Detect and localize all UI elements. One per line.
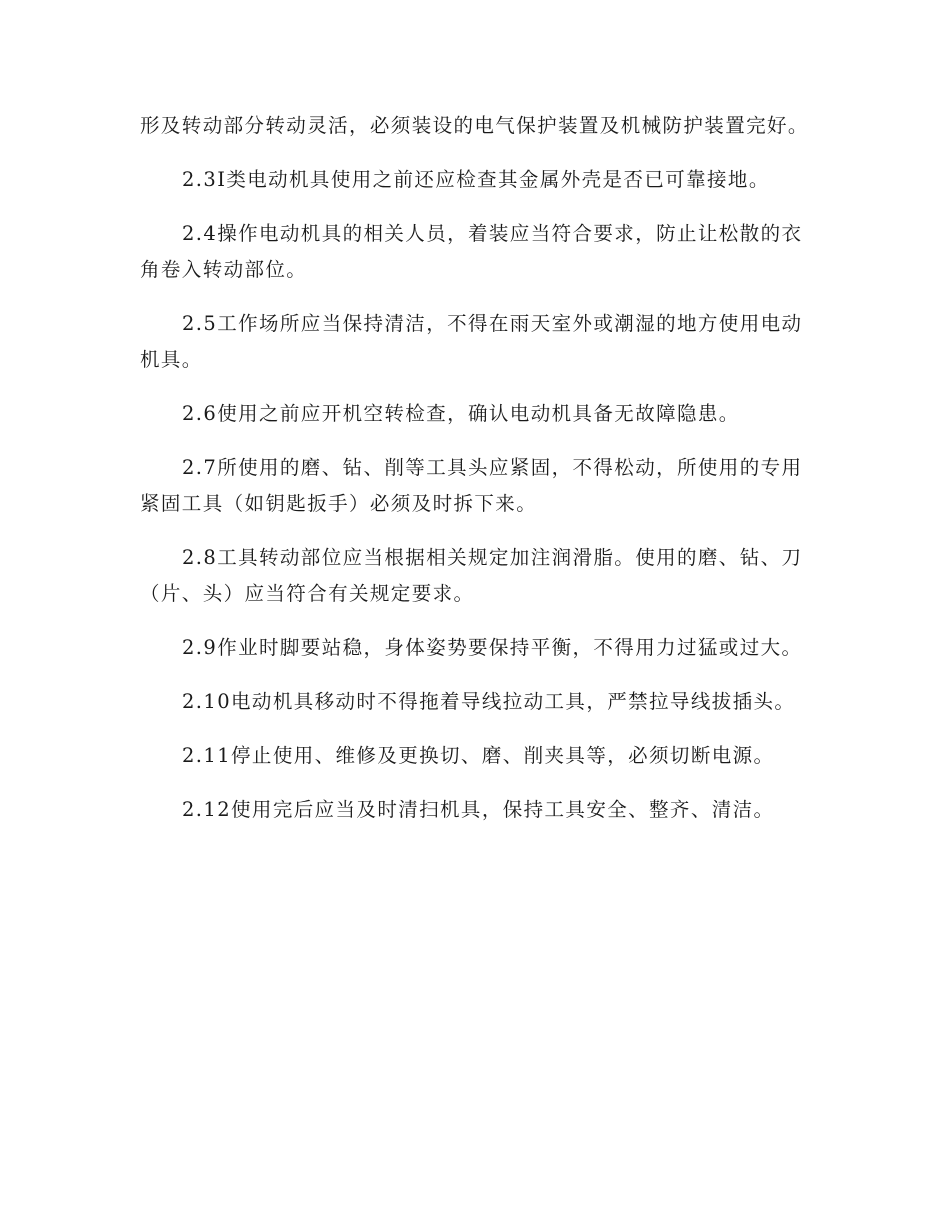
paragraph-2-8: 2.8工具转动部位应当根据相关规定加注润滑脂。使用的磨、钻、刀（片、头）应当符合有关规定要求。 [140, 546, 803, 605]
paragraph-2-10: 2.10电动机具移动时不得拖着导线拉动工具，严禁拉导线拔插头。 [182, 690, 796, 713]
paragraph-2-5: 2.5工作场所应当保持清洁，不得在雨天室外或潮湿的地方使用电动机具。 [140, 312, 803, 371]
paragraph-2-11: 2.11停止使用、维修及更换切、磨、削夹具等，必须切断电源。 [182, 744, 775, 767]
document-body [140, 108, 812, 846]
paragraph-continuation: 形及转动部分转动灵活，必须装设的电气保护装置及机械防护装置完好。 [140, 114, 809, 137]
paragraph-2-7: 2.7所使用的磨、钻、削等工具头应紧固，不得松动，所使用的专用紧固工具（如钥匙扳手）必须及时拆下来。 [140, 456, 803, 515]
paragraph-2-6: 2.6使用之前应开机空转检查，确认电动机具备无故障隐患。 [182, 402, 740, 425]
paragraph-2-12: 2.12使用完后应当及时清扫机具，保持工具安全、整齐、清洁。 [182, 798, 775, 821]
paragraph-2-9: 2.9作业时脚要站稳，身体姿势要保持平衡，不得用力过猛或过大。 [182, 636, 803, 659]
paragraph-2-3: 2.3Ⅰ类电动机具使用之前还应检查其金属外壳是否已可靠接地。 [182, 168, 770, 191]
paragraph-2-4: 2.4操作电动机具的相关人员，着装应当符合要求，防止让松散的衣角卷入转动部位。 [140, 222, 803, 281]
